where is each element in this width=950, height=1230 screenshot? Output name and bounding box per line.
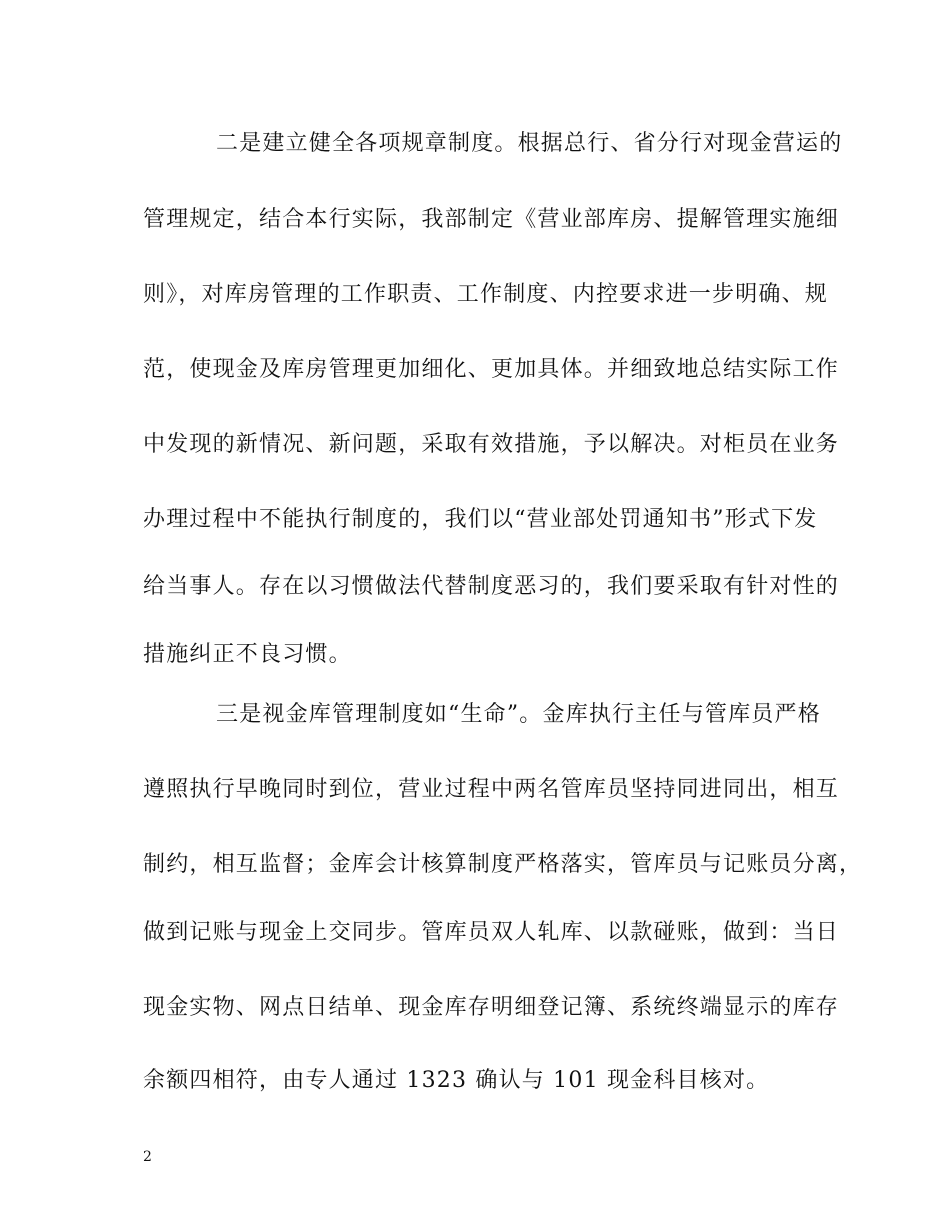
paragraph-1-line-4: 范，使现金及库房管理更加细化、更加具体。并细致地总结实际工作 xyxy=(143,357,840,382)
paragraph-1-line-1: 二是建立健全各项规章制度。根据总行、省分行对现金营运的 xyxy=(216,131,843,156)
page-number: 2 xyxy=(143,1149,152,1165)
paragraph-1-line-2: 管理规定，结合本行实际，我部制定《营业部库房、提解管理实施细 xyxy=(143,207,840,232)
paragraph-1-line-5: 中发现的新情况、新问题，采取有效措施，予以解决。对柜员在业务 xyxy=(143,432,840,457)
paragraph-1-line-3: 则》，对库房管理的工作职责、工作制度、内控要求进一步明确、规 xyxy=(143,282,829,307)
paragraph-1-line-6: 办理过程中不能执行制度的，我们以“营业部处罚通知书”形式下发 xyxy=(143,507,818,532)
paragraph-1-line-7: 给当事人。存在以习惯做法代替制度恶习的，我们要采取有针对性的 xyxy=(143,574,840,599)
paragraph-2-line-3: 制约，相互监督；金库会计核算制度严格落实，管库员与记账员分离， xyxy=(143,852,863,877)
paragraph-2-line-2: 遵照执行早晚同时到位，营业过程中两名管库员坚持同进同出，相互 xyxy=(143,777,840,802)
paragraph-2-line-5: 现金实物、网点日结单、现金库存明细登记簿、系统终端显示的库存 xyxy=(143,995,840,1020)
paragraph-2-line-4: 做到记账与现金上交同步。管库员双人轧库、以款碰账，做到：当日 xyxy=(143,920,840,945)
paragraph-2-line-1: 三是视金库管理制度如“生命”。金库执行主任与管库员严格 xyxy=(216,702,821,727)
paragraph-2-line-6: 余额四相符，由专人通过 1323 确认与 101 现金科目核对。 xyxy=(143,1068,770,1093)
paragraph-1-line-8: 措施纠正不良习惯。 xyxy=(143,642,352,667)
